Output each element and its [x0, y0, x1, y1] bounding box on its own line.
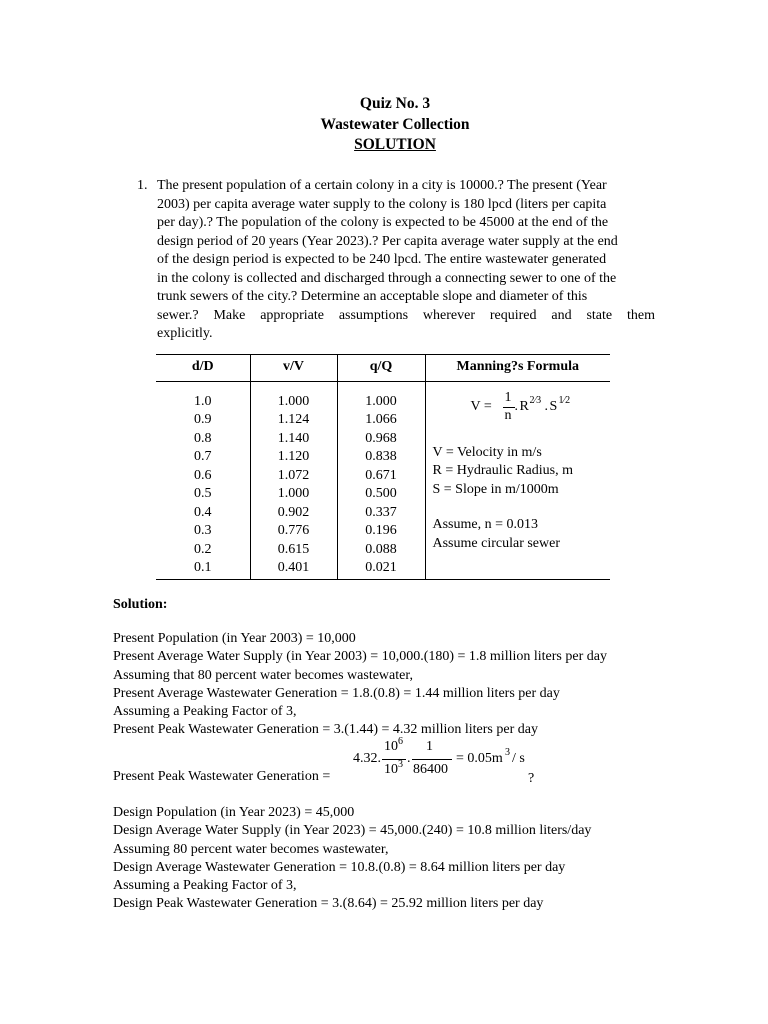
column-dD — [156, 381, 250, 579]
header-dD: d/D — [156, 355, 250, 382]
column-qQ — [337, 381, 425, 579]
question-line: sewer.? Make appropriate assumptions wherever required and state them — [157, 307, 655, 323]
solution-line: Present Population (in Year 2003) = 10,000 — [113, 631, 356, 646]
cell-vV: 0.401 — [277, 560, 310, 575]
question-line: 2003) per capita average water supply to the colony is 180 lpcd (liters per capita — [157, 196, 607, 212]
solution-line: Design Peak Wastewater Generation = 3.(8.64) = 25.92 million liters per day — [113, 896, 544, 912]
eq-R: R — [519, 398, 529, 414]
solution-line: Assuming that 80 percent water becomes wastewater, — [113, 667, 413, 683]
note-slope: S = Slope in m/1000m — [432, 481, 559, 497]
cell-vV: 0.615 — [277, 541, 310, 557]
peak-result-exp: 3 — [505, 747, 510, 758]
column-vV — [250, 381, 337, 579]
note-velocity: V = Velocity in m/s — [432, 444, 542, 460]
cell-dD: 0.7 — [194, 449, 212, 464]
assumption-n: Assume, n = 0.013 — [432, 517, 539, 532]
header-qQ: q/Q — [337, 355, 425, 382]
cell-qQ: 0.021 — [365, 560, 397, 575]
formula-cell — [425, 381, 610, 579]
title-block — [0, 94, 768, 156]
cell-vV: 0.902 — [277, 504, 310, 520]
question-text — [157, 177, 655, 344]
cell-vV: 1.072 — [277, 467, 310, 483]
solution-line: Assuming 80 percent water becomes wastewater, — [113, 841, 389, 857]
cell-vV: 1.140 — [277, 430, 310, 446]
cell-qQ: 0.838 — [365, 449, 397, 464]
solution-line: Present Average Wastewater Generation = 1.8.(0.8) = 1.44 million liters per day — [113, 685, 560, 701]
cell-qQ: 0.337 — [365, 504, 397, 520]
cell-dD: 1.0 — [194, 393, 212, 409]
solution-line: Assuming a Peaking Factor of 3, — [113, 878, 297, 894]
question-line: of the design period is expected to be 240 lpcd. The entire wastewater generated — [157, 252, 607, 267]
solution-title: SOLUTION — [354, 136, 436, 153]
cell-dD: 0.8 — [194, 430, 212, 446]
partial-flow-table — [156, 354, 610, 580]
cell-dD: 0.9 — [194, 412, 212, 427]
solution-line: Design Population (in Year 2023) = 45,000 — [113, 805, 355, 820]
peak-num1-exp: 6 — [398, 736, 403, 747]
cell-qQ: 1.066 — [365, 412, 397, 427]
cell-dD: 0.3 — [194, 523, 212, 538]
solution-line: Present Peak Wastewater Generation = 3.(1.44) = 4.32 million liters per day — [113, 722, 538, 738]
cell-qQ: 0.671 — [365, 467, 397, 483]
cell-qQ: 0.196 — [365, 523, 397, 538]
peak-den1-exp: 3 — [398, 759, 403, 770]
note-radius: R = Hydraulic Radius, m — [432, 463, 573, 478]
eq-lhs: V = — [470, 398, 492, 414]
cell-vV: 0.776 — [277, 523, 310, 538]
cell-dD: 0.6 — [194, 467, 212, 483]
peak-trailing-mark: ? — [528, 771, 535, 786]
peak-num2: 1 — [426, 739, 433, 754]
question-line: design period of 20 years (Year 2023).? Per capita average water supply at the end — [157, 233, 618, 249]
assumption-circular: Assume circular sewer — [432, 535, 561, 551]
cell-vV: 1.120 — [277, 449, 310, 464]
solution-design-block — [113, 804, 673, 914]
peak-fraction-bar-2 — [412, 759, 452, 760]
solution-line: Design Average Water Supply (in Year 2023) = 45,000.(240) = 10.8 million liters/day — [113, 823, 592, 839]
peak-result-unit: / s — [512, 751, 525, 766]
solution-heading: Solution: — [113, 597, 168, 612]
cell-dD: 0.1 — [194, 560, 212, 575]
question-line: in the colony is collected and discharged through a connecting sewer to one of the — [157, 270, 617, 286]
cell-vV: 1.000 — [277, 486, 310, 501]
peak-coef: 4.32. — [353, 751, 381, 766]
header-mannings-formula: Manning?s Formula — [425, 355, 610, 382]
eq-S: S — [549, 398, 558, 414]
question-line: trunk sewers of the city.? Determine an acceptable slope and diameter of this — [157, 289, 588, 304]
eq-dot-1: . — [514, 398, 518, 414]
cell-qQ: 0.968 — [365, 430, 397, 446]
cell-qQ: 0.500 — [365, 486, 397, 501]
peak-num1: 10 — [384, 739, 398, 754]
cell-vV: 1.124 — [277, 412, 310, 427]
eq-S-exponent: 1⁄2 — [558, 394, 571, 406]
cell-vV: 1.000 — [277, 393, 310, 409]
header-vV: v/V — [250, 355, 337, 382]
solution-line: Design Average Wastewater Generation = 10.8.(0.8) = 8.64 million liters per day — [113, 859, 566, 875]
peak-den1: 10 — [384, 762, 398, 777]
eq-one: 1 — [504, 389, 512, 405]
question-line: The present population of a certain colony in a city is 10000.? The present (Year — [157, 178, 607, 193]
peak-result: = 0.05m — [456, 751, 503, 766]
solution-line: Assuming a Peaking Factor of 3, — [113, 704, 297, 720]
eq-n: n — [504, 407, 512, 423]
question-line: explicitly. — [157, 326, 213, 341]
quiz-subject-title: Wastewater Collection — [320, 115, 470, 133]
peak-flow-equation — [113, 736, 673, 786]
cell-dD: 0.4 — [194, 504, 212, 520]
mannings-equation — [471, 390, 611, 426]
peak-den2: 86400 — [413, 762, 448, 777]
formula-assumptions — [433, 516, 611, 553]
quiz-number-title: Quiz No. 3 — [359, 95, 431, 112]
solution-present-block — [113, 630, 673, 740]
peak-dot: . — [407, 751, 411, 766]
eq-dot-2: . — [544, 398, 548, 414]
peak-label: Present Peak Wastewater Generation = — [113, 769, 331, 784]
cell-qQ: 0.088 — [365, 541, 397, 557]
cell-dD: 0.2 — [194, 541, 212, 557]
formula-notes — [433, 444, 611, 500]
question-line: per day).? The population of the colony is expected to be 45000 at the end of the — [157, 215, 609, 230]
cell-dD: 0.5 — [194, 486, 212, 501]
cell-qQ: 1.000 — [365, 393, 397, 409]
eq-R-exponent: 2⁄3 — [529, 394, 542, 406]
question-number: 1. — [137, 178, 148, 193]
solution-line: Present Average Water Supply (in Year 2003) = 10,000.(180) = 1.8 million liters per day — [113, 649, 607, 665]
